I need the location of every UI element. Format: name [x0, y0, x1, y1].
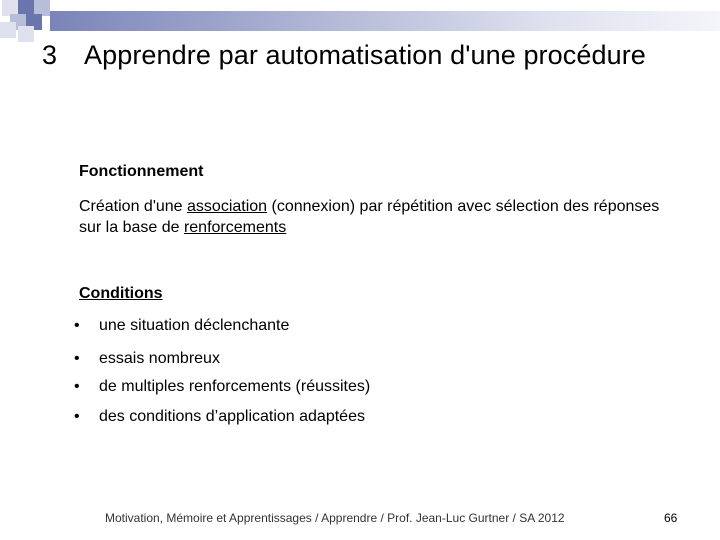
list-item — [74, 350, 220, 368]
slide-title — [42, 40, 646, 71]
list-item-text: une situation déclenchante — [99, 317, 290, 334]
list-item — [74, 317, 289, 335]
decor-square — [18, 26, 34, 42]
slide-number: 3 — [42, 40, 58, 70]
paragraph-text: Création d'une — [79, 198, 188, 215]
list-item-text: de multiples renforcements (réussites) — [99, 378, 371, 395]
section-heading-conditions: Conditions — [79, 285, 163, 302]
header-decoration — [0, 0, 720, 40]
list-item — [74, 408, 365, 426]
decor-square — [0, 22, 16, 38]
list-item-text: essais nombreux — [99, 350, 220, 367]
bullet-icon: • — [74, 317, 80, 334]
bullet-icon: • — [74, 378, 80, 395]
slide-title-text: Apprendre par automatisation d'une procédure — [84, 40, 646, 70]
bullet-icon: • — [74, 408, 80, 425]
header-gradient-bar — [50, 11, 720, 31]
bullet-icon: • — [74, 350, 80, 367]
page-number: 66 — [664, 511, 678, 525]
section-heading-fonctionnement: Fonctionnement — [79, 163, 204, 180]
term-association: association — [187, 198, 268, 215]
description-paragraph — [79, 196, 679, 238]
footer-text: Motivation, Mémoire et Apprentissages / Apprendre / Prof. Jean-Luc Gurtner / SA 2012 — [105, 511, 565, 525]
list-item — [74, 378, 370, 396]
list-item-text: des conditions d’application adaptées — [99, 408, 365, 425]
paragraph-text: (connexion) par répétition avec sélection des réponses sur la base de — [79, 198, 660, 236]
term-renforcements: renforcements — [183, 219, 287, 236]
